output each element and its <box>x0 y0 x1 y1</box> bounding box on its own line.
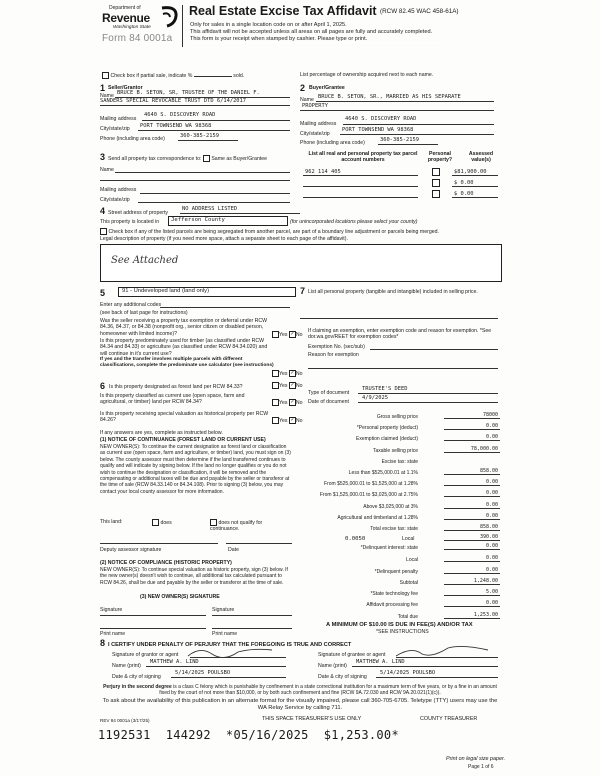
additional-codes-label: Enter any additional codes <box>100 302 162 308</box>
subtotal-label: Subtotal <box>399 580 418 586</box>
county-treasurer-label: COUNTY TREASURER <box>420 716 478 722</box>
q2-answers <box>272 370 303 377</box>
assessed-value-1[interactable]: $81,900.00 <box>454 169 487 175</box>
q2-no-label: No <box>295 370 303 377</box>
q2-yes-label: Yes <box>279 370 288 377</box>
certify-statement: I CERTIFY UNDER PENALTY OF PERJURY THAT THE FOREGOING IS TRUE AND CORRECT <box>108 642 352 648</box>
forest-no-checkbox[interactable]: ✓ <box>290 382 295 388</box>
dept-label: Department of <box>109 5 141 11</box>
calc-row-value[interactable]: 0.00 <box>485 479 498 485</box>
timber-question: Is this property predominately used for timber (as classified under RCW 84.34 and 84.33) or agriculture (as classified under RCW 84.34.020) and will continue in it's current use? <box>100 338 268 357</box>
legal-paper-note: Print on legal size paper. <box>446 756 506 762</box>
q1-yes-checkbox[interactable] <box>272 331 279 338</box>
calc-row-value[interactable]: 858.00 <box>479 468 498 474</box>
calc-row-value[interactable]: 0.00 <box>485 502 498 508</box>
answers-note: If any answers are yes, complete as instructed below. <box>100 430 223 436</box>
does-label: does <box>160 519 172 526</box>
grantee-signature-label: Signature of grantee or agent <box>318 652 386 658</box>
q1-yes-label: Yes <box>279 331 288 338</box>
parcel-col-header: List all real and personal property tax parcel account numbers <box>308 151 418 163</box>
seller-mailing[interactable]: 4640 S. DISCOVERY ROAD <box>144 112 216 118</box>
deputy-signature-label: Deputy assessor signature <box>100 547 162 553</box>
current-use-question: Is this property classified as current use (open space, farm and agricultural, or timber) land per RCW 84.34? <box>100 393 245 406</box>
seller-mailing-label: Mailing address <box>100 116 137 122</box>
owner-signature-label-2: Signature <box>212 607 235 613</box>
buyer-name-2[interactable]: PROPERTY <box>302 103 328 109</box>
buyer-phone-label: Phone (including area code) <box>300 140 365 146</box>
partial-sale-label: Check box if partial sale, indicate % <box>110 72 193 79</box>
seller-heading: Seller/Grantor <box>108 85 143 91</box>
partial-sale[interactable] <box>102 72 244 79</box>
calc-row-label: Less than $525,000.01 at 1.1% <box>348 470 418 476</box>
form-number: Form 84 0001a <box>102 33 173 44</box>
continuance-heading: (1) NOTICE OF CONTINUANCE (FOREST LAND OR CURRENT USE) <box>100 437 266 443</box>
section-5-number: 5 <box>100 288 106 298</box>
buyer-name-1[interactable]: BRUCE B. SETON, SR., MARRIED AS HIS SEPARATE <box>318 94 461 100</box>
correspondence-text: Send all property tax correspondence to: <box>108 155 202 162</box>
alt-format-notice: To ask about the availability of this publication in an alternate format for the visually impaired, please call 360-705-6705. Teletype (TTY) users may use the WA Relay Service by calling 711. <box>102 698 498 711</box>
section-7-number: 7 <box>300 286 306 296</box>
forest-yes-label: Yes <box>279 382 288 389</box>
state-label: Washington State <box>113 25 151 30</box>
grantor-signature-label: Signature of grantor or agent <box>112 652 179 658</box>
not-qualify-checkbox[interactable] <box>210 519 217 526</box>
seller-phone-label: Phone (including area code) <box>100 136 165 142</box>
personal-prop-checkbox-2[interactable] <box>432 179 440 187</box>
subtotal-value[interactable]: 1,248.00 <box>473 578 498 584</box>
buyer-mailing[interactable]: 4640 S. DISCOVERY ROAD <box>345 116 417 122</box>
grantee-print-name[interactable]: MATTHEW A. LIND <box>356 659 405 665</box>
grantor-print-name[interactable]: MATTHEW A. LIND <box>150 659 199 665</box>
sec6-q2-answers <box>272 399 303 406</box>
not-qualify-label: does not qualify for continuance. <box>210 519 263 532</box>
land-use-code-value: 91 - Undeveloped land (land only) <box>122 288 210 294</box>
calc-row-value[interactable]: 78,000.00 <box>470 446 498 452</box>
personal-prop-checkbox-3[interactable] <box>432 190 440 198</box>
county-note: (for unincorporated locations please select your county) <box>290 219 418 225</box>
subtitle-1: Only for sales in a single location code on or after April 1, 2025. <box>190 22 347 28</box>
owner-signature-label-1: Signature <box>100 607 123 613</box>
grantee-print-label: Name (print) <box>318 663 347 669</box>
grantee-signature-mark-icon <box>392 642 492 660</box>
perjury-text: is a class C felony which is punishable by confinement in a state correctional institution for a maximum term of five years, or by a fine in an amount fixed by the court of not more than $10,000, or by both such confinement and fine (RCW 9A.72.030 and RCW 9A.20.021(1)(c)). <box>159 684 497 696</box>
legal-description-box[interactable] <box>100 244 502 282</box>
forest-yes-checkbox[interactable] <box>272 382 279 389</box>
exemption-number-label: Exemption No. (sec/sub) <box>308 344 365 350</box>
buyer-mailing-label: Mailing address <box>300 121 337 127</box>
affidavit-fee-label: Affidavit processing fee <box>366 602 418 608</box>
affidavit-fee-value[interactable]: 0.00 <box>485 600 498 606</box>
this-land-label: This land: <box>100 519 123 525</box>
seller-name-2[interactable]: SANDERS SPECIAL REVOCABLE TRUST DTD 6/14/2017 <box>100 98 247 104</box>
compliance-heading: (2) NOTICE OF COMPLIANCE (HISTORIC PROPERTY) <box>100 560 232 566</box>
doc-date-label: Date of document <box>308 399 349 405</box>
segregation-checkbox[interactable] <box>100 228 107 235</box>
historic-no-label: No <box>295 417 303 424</box>
segregation-label: Check box if any of the listed parcels are being segregated from another parcel, are part of a boundary line adjustment or parcels being merged. <box>108 228 439 235</box>
doc-date[interactable]: 4/9/2025 <box>362 395 388 401</box>
current-use-no-label: No <box>295 399 303 406</box>
tech-fee-value[interactable]: 5.00 <box>485 589 498 595</box>
seller-name-label: Name <box>100 93 114 99</box>
calc-row-label: Taxable selling price <box>372 448 418 454</box>
calc-row-value[interactable]: 858.00 <box>479 524 498 530</box>
calc-row-label: Excise tax: state <box>381 459 418 465</box>
does-row <box>152 519 172 526</box>
interest-state-label: *Delinquent interest: state <box>360 545 418 551</box>
calc-row-label: *Personal property (deduct) <box>356 425 418 431</box>
subtitle-3: This form is your receipt when stamped by cashier. Please type or print. <box>190 36 368 42</box>
grantor-date-city[interactable]: 5/14/2025 POULSBO <box>175 670 231 676</box>
section-3-number: 3 <box>100 152 106 162</box>
calc-row-label: Gross selling price <box>376 414 418 420</box>
calc-row-label: Agricultural and timberland at 1.28% <box>337 515 418 521</box>
buyer-city-label: City/state/zip <box>300 131 330 137</box>
calc-row-value[interactable]: 0.00 <box>485 490 498 496</box>
interest-local-value[interactable]: 0.00 <box>485 555 498 561</box>
grantee-date-city[interactable]: 5/14/2025 POULSBO <box>380 670 436 676</box>
grantor-date-label: Date & city of signing <box>112 674 161 680</box>
section-1-number: 1 <box>100 83 106 93</box>
section-2-number: 2 <box>300 83 306 93</box>
penalty-value[interactable]: 0.00 <box>485 567 498 573</box>
county-value: Jefferson County <box>171 217 225 223</box>
new-owner-signature-heading: (3) NEW OWNER(S) SIGNATURE <box>140 594 220 600</box>
historic-question: Is this property receiving special valuation as historical property per RCW 84.26? <box>100 411 269 424</box>
this-land-row <box>100 519 123 525</box>
personal-col-header: Personal property? <box>427 151 453 163</box>
section-4-number: 4 <box>100 206 106 216</box>
assessed-value-2[interactable]: $ 0.00 <box>454 180 474 186</box>
continuance-text: NEW OWNER(S): To continue the current designation as forest land or classification as current use (open space, farm and agriculture, or timber) land, you must sign on (3) below. The county assessor must then determine if the land transferred continues to qualify and will indicate by signing below. If the land no longer qualifies or you do not wish to continue the designation or classification, it will be removed and the compensating or additional taxes will be due and payable by the seller or transferor at the time of sale (RCW 84.33.140 or 84.34.108). Prior to signing (3) below, you may contact your local county assessor for more information. <box>100 444 291 495</box>
calc-row-label: Above $3,025,000 at 3% <box>363 504 418 510</box>
sec6-q1-answers <box>272 382 303 389</box>
total-due-value[interactable]: 1,253.00 <box>473 612 498 618</box>
corr-city-label: City/state/zip <box>100 197 130 203</box>
forest-question: Is this property designated as forest land per RCW 84.33? <box>109 384 243 390</box>
interest-local-label: Local <box>406 557 418 563</box>
legal-handwriting: See Attached <box>111 255 179 266</box>
land-use-code-select[interactable] <box>118 287 296 297</box>
legal-description-label: Legal description of property (if you need more space, attach a separate sheet to each page of the affidavit). <box>100 236 348 242</box>
same-as-buyer-label: Same as Buyer/Grantee <box>211 155 267 162</box>
doc-type[interactable]: TRUSTEE'S DEED <box>362 386 408 392</box>
see-back-label: (see back of last page for instructions) <box>100 310 188 316</box>
penalty-label: *Delinquent penalty <box>374 569 418 575</box>
partial-sold-label: sold. <box>233 72 245 79</box>
buyer-phone[interactable]: 360-385-2159 <box>380 137 419 143</box>
local-rate[interactable]: 0.0050 <box>345 536 366 542</box>
revenue-wordmark: Revenue <box>102 11 150 25</box>
assessed-col-header: Assessed value(s) <box>468 151 494 163</box>
perjury-bold: Perjury in the second degree <box>103 684 172 690</box>
section-6-number: 6 <box>100 381 106 391</box>
deputy-date-label: Date <box>228 547 239 553</box>
calc-row-value[interactable]: 0.00 <box>485 434 498 440</box>
grantor-signature-mark-icon <box>186 644 276 660</box>
subtitle-2: This affidavit will not be accepted unless all areas on all pages are fully and accurately completed. <box>190 29 433 35</box>
compliance-text: NEW OWNER(S): To continue special valuation as historic property, sign (3) below. If the new owner(s) doesn't wish to continue, all additional tax calculated pursuant to RCW 84.26, shall be due and payable by the seller or transferor at the time of sale. <box>100 567 288 586</box>
seller-city-label: City/state/zip <box>100 126 130 132</box>
tech-fee-label: *State technology fee <box>370 591 418 597</box>
historic-no-checkbox[interactable]: ✓ <box>290 417 295 423</box>
corr-mailing-label: Mailing address <box>100 187 137 193</box>
partial-sale-checkbox[interactable] <box>102 72 109 79</box>
q1-answers <box>272 331 303 338</box>
correspondence-label <box>108 155 267 162</box>
personal-property-label: List all personal property (tangible and intangible) included in selling price. <box>308 289 478 295</box>
grantee-date-label: Date & city of signing <box>318 674 367 680</box>
current-use-yes-checkbox[interactable] <box>272 399 279 406</box>
calc-row-value[interactable]: 0.00 <box>485 423 498 429</box>
current-use-no-checkbox[interactable]: ✓ <box>290 399 295 405</box>
timber-note: If yes and the transfer involves multiple parcels with different classifications, complete the predominate use calculator (see instructions) <box>100 357 274 369</box>
calc-row-label: From $525,000.01 to $1,525,000 at 1.28% <box>324 481 418 487</box>
assessed-value-3[interactable]: $ 0.00 <box>454 191 474 197</box>
segregation-row[interactable] <box>100 228 439 235</box>
doc-type-label: Type of document <box>308 390 350 396</box>
does-checkbox[interactable] <box>152 519 159 526</box>
corr-name-label: Name <box>100 167 114 173</box>
buyer-name-label: Name <box>300 97 314 103</box>
seller-city[interactable]: PORT TOWNSEND WA 98368 <box>140 123 212 129</box>
street-label: Street address of property <box>108 210 168 216</box>
buyer-city[interactable]: PORT TOWNSEND WA 98368 <box>342 127 414 133</box>
current-use-yes-label: Yes <box>279 399 288 406</box>
dor-emblem-icon <box>159 6 179 28</box>
calc-row-value[interactable]: 78000 <box>482 412 498 418</box>
calc-row-value[interactable]: 0.00 <box>485 513 498 519</box>
rcw-reference: (RCW 82.45 WAC 458-61A) <box>380 8 459 15</box>
treasurer-only-label: THIS SPACE TREASURER'S USE ONLY <box>262 716 362 722</box>
street-address[interactable]: NO ADDRESS LISTED <box>182 206 238 212</box>
perjury-notice <box>100 684 500 696</box>
revision-label: REV 84 0001a (3/17/25) <box>100 718 150 723</box>
q1-no-checkbox[interactable]: ✓ <box>290 331 295 337</box>
historic-yes-label: Yes <box>279 417 288 424</box>
see-instructions-note: *SEE INSTRUCTIONS <box>376 629 429 635</box>
grantor-print-label: Name (print) <box>112 663 141 669</box>
local-tax-label: Local <box>402 536 415 542</box>
local-tax-value[interactable]: 390.00 <box>479 534 498 540</box>
exemption-question: Was the seller receiving a property tax exemption or deferral under RCW 84.36, 84.37, or 84.38 (nonprofit org., senior citizen or disabled person, homeowner with limited income)? <box>100 318 268 337</box>
page-number: Page 1 of 6 <box>468 764 494 770</box>
minimum-due-note: A MINIMUM OF $10.00 IS DUE IN FEE(S) AND/OR TAX <box>326 622 473 628</box>
exemption-instructions: If claiming an exemption, enter exemption code and reason for exemption. *See dor.wa.gov/REET for exemption codes* <box>308 328 492 341</box>
q1-no-label: No <box>295 331 303 338</box>
section-8-number: 8 <box>100 638 106 648</box>
personal-prop-checkbox-1[interactable] <box>432 168 440 176</box>
calc-row-label: Total excise tax: state <box>370 526 418 532</box>
parcel-number[interactable]: 962 114 405 <box>305 169 341 175</box>
same-as-buyer-checkbox[interactable] <box>203 155 210 162</box>
owner-print-label-2: Print name <box>212 631 238 637</box>
buyer-heading: Buyer/Grantee <box>309 85 345 91</box>
q2-no-checkbox[interactable]: ✓ <box>290 370 295 376</box>
calc-row-label: From $1,525,000.01 to $3,025,000 at 2.75% <box>319 492 418 498</box>
dor-logo <box>100 4 180 48</box>
cashier-stamp: 1192531 144292 *05/16/2025 $1,253.00* <box>98 728 399 742</box>
exemption-reason-label: Reason for exemption <box>308 352 359 358</box>
county-select[interactable] <box>168 216 288 226</box>
total-due-label: Total due <box>397 614 418 620</box>
seller-name-1[interactable]: BRUCE B. SETON, SR, TRUSTEE OF THE DANIEL F. <box>117 90 260 96</box>
ownership-note: List percentage of ownership acquired next to each name. <box>300 72 434 78</box>
county-label: This property is located in <box>100 219 160 225</box>
receipt-note <box>190 42 440 43</box>
calc-row-label: Exemption claimed (deduct) <box>356 436 418 442</box>
q2-yes-checkbox[interactable] <box>272 370 279 377</box>
owner-print-label-1: Print name <box>100 631 126 637</box>
seller-phone[interactable]: 360-385-2159 <box>180 133 219 139</box>
forest-no-label: No <box>295 382 303 389</box>
form-title: Real Estate Excise Tax Affidavit <box>189 4 377 18</box>
interest-state-value[interactable]: 0.00 <box>485 543 498 549</box>
